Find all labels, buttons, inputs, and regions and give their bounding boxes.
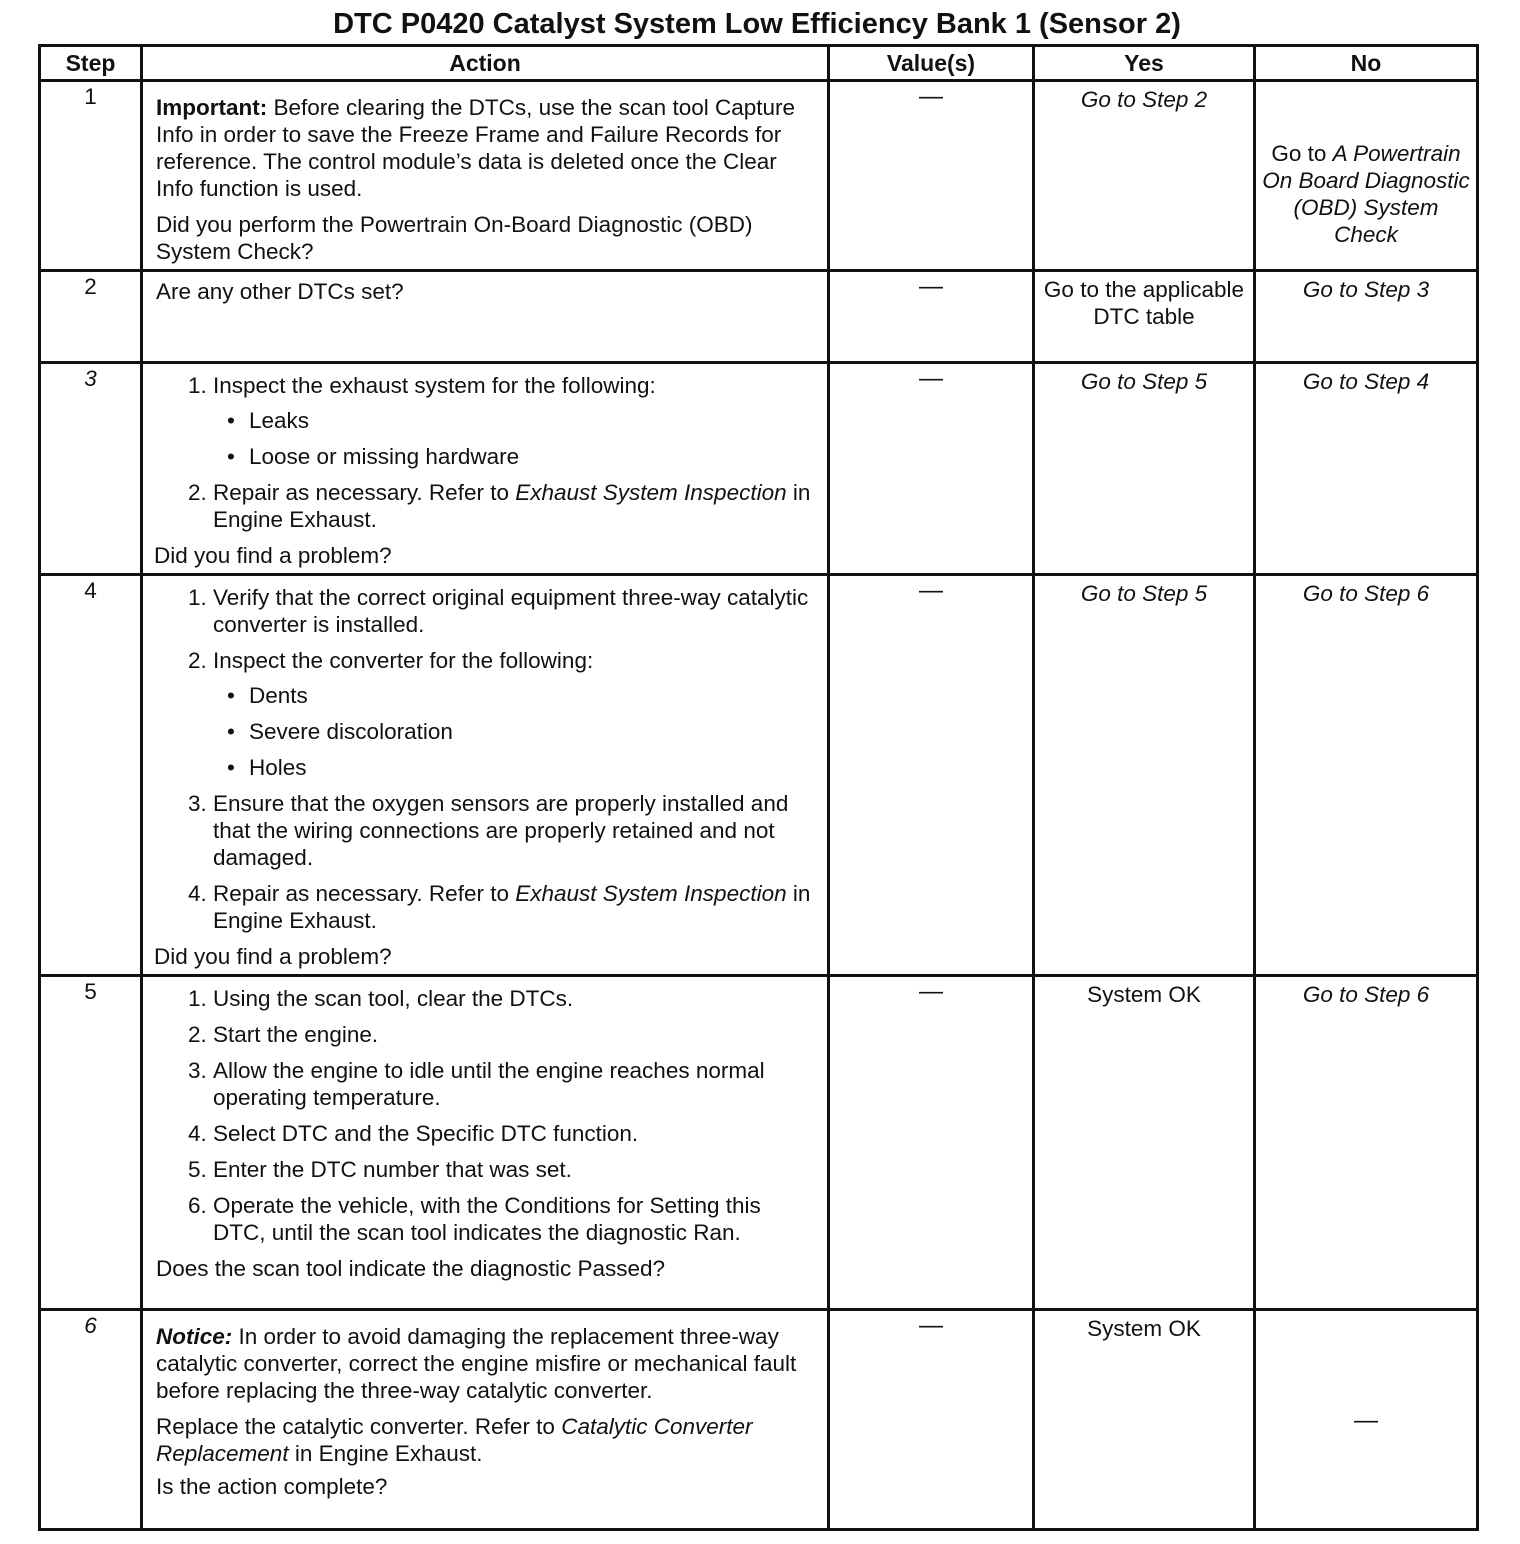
list-item: 2. Start the engine. bbox=[213, 1021, 817, 1048]
list-item: 1. Using the scan tool, clear the DTCs. bbox=[213, 985, 817, 1012]
question-text: Did you find a problem? bbox=[154, 944, 392, 969]
bullet-item: • Loose or missing hardware bbox=[249, 443, 817, 470]
question-text: Is the action complete? bbox=[156, 1474, 388, 1499]
action-cell bbox=[142, 976, 829, 1310]
step-number: 2 bbox=[40, 271, 142, 363]
yes-cell: System OK bbox=[1034, 1310, 1255, 1530]
step-number: 4 bbox=[40, 575, 142, 976]
bullet-list bbox=[213, 682, 817, 781]
question-text: Are any other DTCs set? bbox=[156, 279, 404, 304]
value-cell: — bbox=[829, 575, 1034, 976]
table-row bbox=[40, 976, 1478, 1310]
yes-cell: Go to Step 5 bbox=[1034, 363, 1255, 575]
no-italic-ref: A Powertrain On Board Diagnostic (OBD) System Check bbox=[1262, 141, 1470, 247]
table-row bbox=[40, 575, 1478, 976]
notice-note bbox=[156, 1323, 817, 1404]
action-list bbox=[156, 372, 817, 533]
list-item: 4. Repair as necessary. Refer to Exhaust System Inspection in Engine Exhaust. bbox=[213, 880, 817, 934]
important-text: Before clearing the DTCs, use the scan tool Capture Info in order to save the Freeze Frame and Failure Records for reference. The control module’s data is deleted once the Clear Info function is used. bbox=[156, 95, 796, 201]
header-no: No bbox=[1255, 46, 1478, 81]
important-note bbox=[156, 94, 817, 202]
important-label: Important: bbox=[156, 95, 268, 120]
question-text: Did you perform the Powertrain On-Board Diagnostic (OBD) System Check? bbox=[156, 212, 753, 264]
question-text: Did you find a problem? bbox=[154, 543, 392, 568]
value-cell: — bbox=[829, 81, 1034, 271]
step-number: 5 bbox=[40, 976, 142, 1310]
yes-cell: Go to Step 2 bbox=[1034, 81, 1255, 271]
replace-instruction: Replace the catalytic converter. Refer to Catalytic Converter Replacement in Engine Exhaust. bbox=[156, 1414, 753, 1466]
action-cell bbox=[142, 81, 829, 271]
header-yes: Yes bbox=[1034, 46, 1255, 81]
list-item: 3. Allow the engine to idle until the engine reaches normal operating temperature. bbox=[213, 1057, 817, 1111]
bullet-item: • Severe discoloration bbox=[249, 718, 817, 745]
action-cell bbox=[142, 575, 829, 976]
yes-cell: System OK bbox=[1034, 976, 1255, 1310]
no-cell: — bbox=[1255, 1310, 1478, 1530]
header-row bbox=[40, 46, 1478, 81]
action-list bbox=[156, 985, 817, 1246]
list-item: 2. Inspect the converter for the following: • Dents • Severe discoloration • Holes bbox=[213, 647, 817, 781]
action-list bbox=[156, 584, 817, 934]
notice-label: Notice: bbox=[156, 1324, 233, 1349]
no-cell bbox=[1255, 81, 1478, 271]
list-item: 2. Repair as necessary. Refer to Exhaust System Inspection in Engine Exhaust. bbox=[213, 479, 817, 533]
list-item: 4. Select DTC and the Specific DTC function. bbox=[213, 1120, 817, 1147]
no-cell: Go to Step 3 bbox=[1255, 271, 1478, 363]
document-title: DTC P0420 Catalyst System Low Efficiency Bank 1 (Sensor 2) bbox=[333, 8, 1181, 40]
list-item: 6. Operate the vehicle, with the Conditions for Setting this DTC, until the scan tool indicates the diagnostic Ran. bbox=[213, 1192, 817, 1246]
bullet-item: • Holes bbox=[249, 754, 817, 781]
list-item: 1. Inspect the exhaust system for the following: • Leaks • Loose or missing hardware bbox=[213, 372, 817, 470]
table-row bbox=[40, 363, 1478, 575]
list-item: 5. Enter the DTC number that was set. bbox=[213, 1156, 817, 1183]
value-cell: — bbox=[829, 976, 1034, 1310]
no-cell: Go to Step 6 bbox=[1255, 575, 1478, 976]
diagnostic-table bbox=[38, 44, 1479, 1531]
value-cell: — bbox=[829, 271, 1034, 363]
table-row bbox=[40, 271, 1478, 363]
header-action: Action bbox=[142, 46, 829, 81]
step-number: 6 bbox=[40, 1310, 142, 1530]
step-number: 1 bbox=[40, 81, 142, 271]
list-item: 1. Verify that the correct original equipment three-way catalytic converter is installed. bbox=[213, 584, 817, 638]
step-number: 3 bbox=[40, 363, 142, 575]
no-cell: Go to Step 6 bbox=[1255, 976, 1478, 1310]
header-step: Step bbox=[40, 46, 142, 81]
table-row bbox=[40, 1310, 1478, 1530]
notice-text: In order to avoid damaging the replacement three-way catalytic converter, correct the engine misfire or mechanical fault before replacing the three-way catalytic converter. bbox=[156, 1324, 797, 1403]
bullet-item: • Dents bbox=[249, 682, 817, 709]
value-cell: — bbox=[829, 363, 1034, 575]
yes-cell: Go to the applicable DTC table bbox=[1034, 271, 1255, 363]
table-row bbox=[40, 81, 1478, 271]
bullet-item: • Leaks bbox=[249, 407, 817, 434]
action-cell bbox=[142, 271, 829, 363]
yes-cell: Go to Step 5 bbox=[1034, 575, 1255, 976]
no-cell: Go to Step 4 bbox=[1255, 363, 1478, 575]
question-text: Does the scan tool indicate the diagnostic Passed? bbox=[156, 1256, 666, 1281]
list-item: 3. Ensure that the oxygen sensors are properly installed and that the wiring connections are properly retained and not damaged. bbox=[213, 790, 817, 871]
no-prefix: Go to bbox=[1271, 141, 1333, 166]
action-cell bbox=[142, 363, 829, 575]
bullet-list bbox=[213, 407, 817, 470]
header-values: Value(s) bbox=[829, 46, 1034, 81]
action-cell bbox=[142, 1310, 829, 1530]
value-cell: — bbox=[829, 1310, 1034, 1530]
